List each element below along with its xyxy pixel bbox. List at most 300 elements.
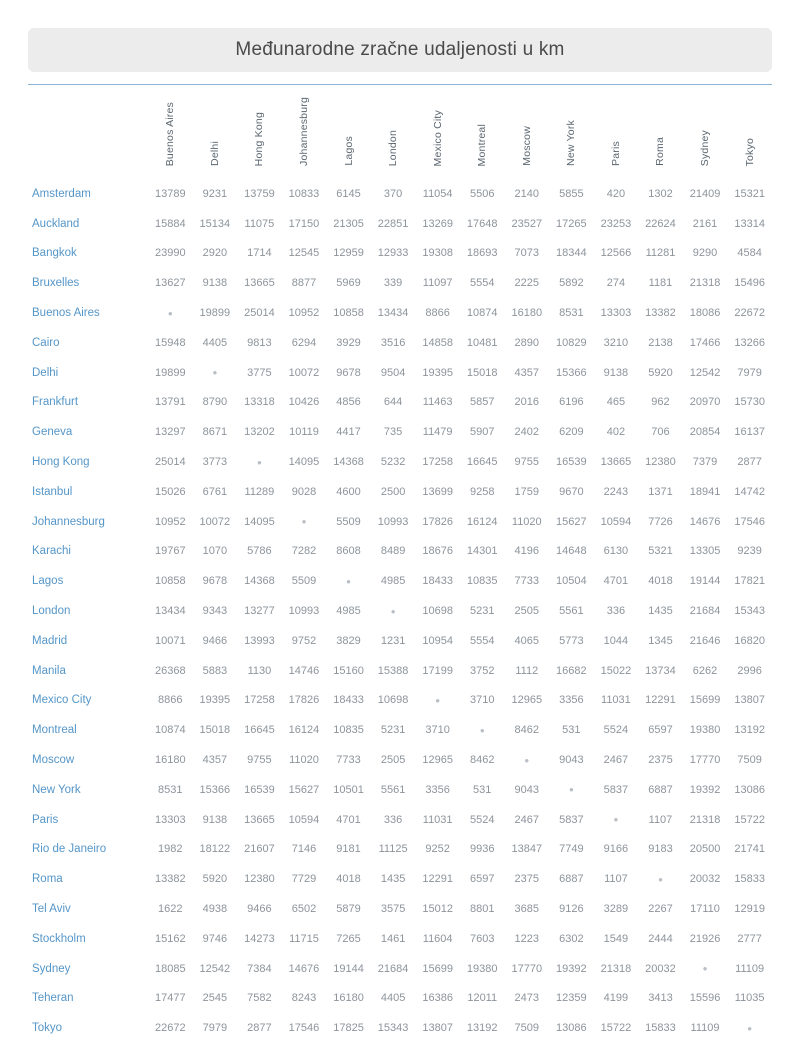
distance-cell: 18344 (556, 247, 587, 260)
distance-cell: 17648 (466, 217, 498, 230)
distance-cell: 13847 (511, 843, 543, 856)
distance-cell: 8243 (291, 992, 317, 1005)
page-title: Međunarodne zračne udaljenosti u km (235, 39, 565, 60)
distance-cell: 2920 (202, 247, 228, 260)
distance-cell: 11020 (289, 754, 319, 767)
row-header-tel-aviv: Tel Aviv (32, 903, 71, 916)
distance-cell: 14742 (734, 485, 765, 498)
row-header-moscow: Moscow (32, 754, 75, 767)
distance-cell: 21318 (600, 962, 632, 975)
row-header-paris: Paris (32, 813, 59, 826)
distance-cell: 5907 (469, 426, 495, 439)
distance-cell: 2777 (737, 932, 762, 945)
distance-cell: 10858 (154, 575, 186, 588)
distance-cell: 23527 (511, 217, 543, 230)
distance-cell: 4357 (202, 754, 228, 767)
distance-cell: 7733 (514, 575, 540, 588)
distance-cell: 4938 (202, 903, 228, 916)
distance-cell: 25014 (244, 307, 275, 320)
distance-cell: 13305 (689, 545, 721, 558)
distance-cell: 6130 (603, 545, 629, 558)
distance-cell: 15496 (734, 277, 765, 290)
distance-cell: 14676 (288, 962, 320, 975)
distance-cell: 10698 (422, 605, 453, 618)
distance-cell: 12380 (244, 873, 275, 886)
distance-cell: 5561 (559, 605, 584, 618)
distance-cell: 336 (383, 813, 403, 826)
distance-cell: 12011 (467, 992, 498, 1005)
column-header (148, 85, 193, 179)
distance-cell: 13807 (734, 694, 765, 707)
distance-cell: 9043 (559, 754, 584, 767)
distance-cell: 16386 (422, 992, 453, 1005)
distance-cell: 2138 (648, 336, 673, 349)
column-header-label: Lagos (342, 136, 355, 166)
distance-cell: 6597 (648, 724, 673, 737)
distance-cell: 15388 (377, 664, 409, 677)
distance-cell: 7509 (737, 754, 762, 767)
diagonal-cell: • (658, 871, 663, 887)
distance-cell: 6294 (291, 336, 317, 349)
distance-cell: 15343 (377, 1022, 409, 1035)
row-header-manila: Manila (32, 664, 66, 677)
distance-cell: 21684 (377, 962, 409, 975)
distance-cell: 7729 (291, 873, 317, 886)
distance-cell: 5231 (469, 605, 495, 618)
distance-cell: 4357 (514, 366, 540, 379)
distance-cell: 15627 (288, 783, 320, 796)
row-header-amsterdam: Amsterdam (32, 187, 91, 200)
distance-cell: 5920 (202, 873, 228, 886)
table-row (28, 775, 772, 805)
distance-cell: 1435 (648, 605, 673, 618)
distance-cell: 13314 (734, 217, 765, 230)
distance-cell: 13734 (645, 664, 676, 677)
distance-cell: 5857 (469, 396, 495, 409)
distance-cell: 10426 (288, 396, 320, 409)
column-header-label: Moscow (520, 126, 533, 166)
distance-cell: 2161 (692, 217, 718, 230)
distance-cell: 13434 (377, 307, 409, 320)
diagonal-cell: • (212, 365, 218, 381)
row-header-bruxelles: Bruxelles (32, 277, 80, 290)
distance-cell: 23253 (600, 217, 632, 230)
table-row (28, 507, 772, 537)
distance-cell: 16645 (466, 456, 498, 469)
column-header (193, 85, 238, 179)
distance-cell: 10993 (288, 605, 320, 618)
column-header (237, 85, 282, 179)
distance-cell: 19395 (422, 366, 453, 379)
distance-cell: 3773 (202, 456, 228, 469)
distance-cell: 13665 (244, 813, 275, 826)
distance-cell: 25014 (154, 456, 186, 469)
distance-cell: 12542 (199, 962, 231, 975)
distance-cell: 6145 (336, 187, 361, 200)
distance-cell: 12965 (511, 694, 543, 707)
distance-cell: 9504 (380, 366, 406, 379)
distance-cell: 3685 (514, 903, 540, 916)
distance-cell: 14648 (556, 545, 587, 558)
distance-cell: 465 (606, 396, 626, 409)
row-header-roma: Roma (32, 873, 63, 886)
distance-cell: 14095 (288, 456, 320, 469)
distance-cell: 531 (473, 783, 492, 796)
distance-cell: 15343 (734, 605, 765, 618)
diagonal-cell: • (168, 305, 173, 321)
distance-cell: 5524 (469, 813, 495, 826)
distance-cell: 5524 (603, 724, 629, 737)
distance-cell: 7979 (737, 366, 762, 379)
distance-cell: 19899 (199, 307, 231, 320)
distance-cell: 18086 (689, 307, 721, 320)
distance-cell: 21409 (689, 187, 721, 200)
distance-cell: 3575 (380, 903, 406, 916)
distance-cell: 2473 (514, 992, 540, 1005)
distance-cell: 2140 (514, 187, 540, 200)
distance-cell: 3356 (559, 694, 584, 707)
distance-cell: 20032 (645, 962, 676, 975)
distance-cell: 13627 (154, 277, 186, 290)
distance-cell: 8877 (291, 277, 317, 290)
distance-cell: 5554 (469, 634, 495, 647)
distance-cell: 17770 (511, 962, 543, 975)
distance-cell: 10481 (466, 336, 498, 349)
distance-cell: 16180 (154, 754, 186, 767)
distance-cell: 7582 (247, 992, 272, 1005)
distance-cell: 5892 (559, 277, 584, 290)
distance-cell: 14368 (333, 456, 364, 469)
distance-cell: 7265 (336, 932, 361, 945)
table-body (28, 179, 772, 1043)
distance-cell: 7733 (336, 754, 361, 767)
distance-cell: 7603 (469, 932, 495, 945)
distance-cell: 7726 (648, 515, 673, 528)
distance-cell: 2890 (514, 336, 540, 349)
table-row (28, 298, 772, 328)
distance-cell: 2243 (603, 485, 629, 498)
table-row (28, 179, 772, 209)
distance-cell: 10952 (154, 515, 186, 528)
distance-cell: 13699 (422, 485, 453, 498)
distance-cell: 17826 (288, 694, 320, 707)
distance-cell: 15833 (645, 1022, 676, 1035)
distance-cell: 18676 (422, 545, 453, 558)
row-header-teheran: Teheran (32, 992, 74, 1005)
column-header-label: Mexico City (431, 109, 444, 166)
distance-cell: 5506 (469, 187, 495, 200)
distance-cell: 3710 (425, 724, 450, 737)
table-row (28, 328, 772, 358)
distance-cell: 11715 (289, 932, 319, 945)
distance-cell: 15699 (689, 694, 721, 707)
distance-cell: 11463 (422, 396, 453, 409)
table-row (28, 686, 772, 716)
distance-cell: 10833 (288, 187, 320, 200)
distance-cell: 8608 (336, 545, 361, 558)
distance-cell: 11125 (378, 843, 408, 856)
distance-cell: 13303 (600, 307, 632, 320)
distance-cell: 1130 (247, 664, 272, 677)
distance-cell: 4417 (336, 426, 361, 439)
distance-cell: 9239 (737, 545, 762, 558)
column-header (594, 85, 639, 179)
distance-cell: 13269 (422, 217, 453, 230)
distance-cell: 9670 (559, 485, 584, 498)
distance-cell: 9258 (469, 485, 495, 498)
diagonal-cell: • (479, 722, 485, 738)
distance-cell: 9752 (291, 634, 317, 647)
table-row (28, 715, 772, 745)
distance-cell: 19767 (154, 545, 186, 558)
distance-cell: 4985 (380, 575, 406, 588)
table-row (28, 239, 772, 269)
distance-cell: 9138 (202, 813, 228, 826)
distance-cell: 18433 (333, 694, 364, 707)
distance-cell: 23990 (154, 247, 186, 260)
table-row (28, 656, 772, 686)
distance-cell: 12566 (600, 247, 632, 260)
distance-cell: 10835 (333, 724, 364, 737)
distance-cell: 10874 (154, 724, 186, 737)
column-header-label: Hong Kong (253, 111, 266, 166)
distance-cell: 1345 (648, 634, 673, 647)
distance-cell: 13382 (154, 873, 186, 886)
distance-cell: 5509 (291, 575, 317, 588)
table-row (28, 596, 772, 626)
distance-cell: 13382 (645, 307, 676, 320)
distance-cell: 20032 (689, 873, 721, 886)
distance-cell: 1107 (604, 873, 628, 886)
distance-cell: 13789 (154, 187, 186, 200)
distance-cell: 10993 (377, 515, 409, 528)
distance-cell: 4065 (514, 634, 540, 647)
distance-cell: 1622 (158, 903, 183, 916)
table-row (28, 1013, 772, 1043)
distance-cell: 4018 (336, 873, 361, 886)
distance-cell: 13202 (244, 426, 275, 439)
distance-cell: 13297 (154, 426, 186, 439)
distance-cell: 9466 (247, 903, 272, 916)
distance-cell: 9936 (469, 843, 495, 856)
row-header-london: London (32, 605, 71, 618)
distance-cell: 11035 (734, 992, 765, 1005)
distance-cell: 420 (606, 187, 626, 200)
distance-cell: 1759 (514, 485, 540, 498)
distance-cell: 10698 (377, 694, 409, 707)
diagonal-cell: • (569, 782, 574, 798)
distance-cell: 7379 (692, 456, 718, 469)
distance-cell: 962 (651, 396, 670, 409)
distance-cell: 16124 (466, 515, 498, 528)
distance-cell: 9290 (692, 247, 718, 260)
table-header-row (28, 85, 772, 179)
distance-cell: 10119 (289, 426, 319, 439)
distance-cell: 12542 (689, 366, 721, 379)
column-header (282, 85, 327, 179)
distance-cell: 9466 (202, 634, 228, 647)
distance-cell: 10954 (422, 634, 453, 647)
distance-cell: 11020 (511, 515, 542, 528)
distance-cell: 1714 (247, 247, 272, 260)
distance-cell: 336 (606, 605, 626, 618)
distance-cell: 1461 (380, 932, 406, 945)
distance-cell: 17826 (422, 515, 453, 528)
distance-cell: 21926 (689, 932, 721, 945)
column-header-label: Johannesburg (297, 97, 310, 166)
distance-cell: 5786 (247, 545, 272, 558)
table-row (28, 209, 772, 239)
column-header-label: Sydney (699, 129, 712, 166)
distance-cell: 644 (383, 396, 403, 409)
distance-cell: 1107 (648, 813, 673, 826)
distance-cell: 2877 (247, 1022, 272, 1035)
distance-cell: 18433 (422, 575, 453, 588)
distance-cell: 7073 (514, 247, 540, 260)
distance-cell: 18122 (199, 843, 231, 856)
distance-cell: 8462 (469, 754, 495, 767)
distance-cell: 7282 (291, 545, 317, 558)
distance-cell: 12545 (288, 247, 320, 260)
distance-cell: 8531 (559, 307, 584, 320)
distance-cell: 7749 (559, 843, 584, 856)
distance-cell: 11031 (601, 694, 631, 707)
distance-cell: 11097 (422, 277, 453, 290)
distance-cell: 8801 (469, 903, 495, 916)
distance-cell: 15012 (422, 903, 453, 916)
distance-cell: 5554 (469, 277, 495, 290)
distance-cell: 1223 (514, 932, 540, 945)
row-header-geneva: Geneva (32, 426, 73, 439)
distance-cell: 5837 (603, 783, 629, 796)
distance-cell: 12291 (645, 694, 676, 707)
distance-cell: 12959 (333, 247, 364, 260)
distance-cell: 2375 (648, 754, 673, 767)
distance-cell: 11289 (244, 485, 275, 498)
distance-cell: 17150 (288, 217, 320, 230)
distance-cell: 15321 (734, 187, 765, 200)
distance-cell: 21646 (689, 634, 721, 647)
table-row (28, 954, 772, 984)
distance-cell: 5879 (336, 903, 361, 916)
distance-cell: 2545 (202, 992, 228, 1005)
table-row (28, 864, 772, 894)
distance-cell: 3710 (469, 694, 495, 707)
distance-cell: 9746 (202, 932, 228, 945)
distance-cell: 402 (606, 426, 626, 439)
distance-cell: 7979 (202, 1022, 228, 1035)
distance-cell: 12380 (645, 456, 676, 469)
distance-cell: 16539 (244, 783, 275, 796)
distance-cell: 3210 (603, 336, 629, 349)
distance-cell: 9138 (603, 366, 629, 379)
distance-cell: 15722 (734, 813, 765, 826)
table-row (28, 537, 772, 567)
distance-cell: 735 (383, 426, 403, 439)
table-row (28, 924, 772, 954)
distance-cell: 1982 (158, 843, 183, 856)
distance-cell: 4018 (648, 575, 673, 588)
distance-cell: 9755 (514, 456, 540, 469)
distance-cell: 22672 (734, 307, 765, 320)
table-header (28, 85, 772, 179)
table-row (28, 745, 772, 775)
distance-cell: 1231 (380, 634, 406, 647)
distance-cell: 9181 (336, 843, 361, 856)
distance-cell: 9138 (202, 277, 228, 290)
distance-cell: 14301 (466, 545, 498, 558)
table-row (28, 388, 772, 418)
column-header-label: Tokyo (743, 137, 756, 166)
row-header-frankfurt: Frankfurt (32, 396, 79, 409)
row-header-johannesburg: Johannesburg (32, 515, 105, 528)
distance-cell: 706 (651, 426, 670, 439)
table-row (28, 417, 772, 447)
distance-cell: 10858 (333, 307, 364, 320)
column-header-label: New York (565, 120, 578, 166)
distance-cell: 14858 (422, 336, 453, 349)
distance-cell: 15026 (154, 485, 186, 498)
distance-cell: 2877 (737, 456, 762, 469)
distance-cell: 5855 (559, 187, 584, 200)
column-header-label: Buenos Aires (164, 101, 177, 166)
distance-cell: 9755 (247, 754, 272, 767)
distance-cell: 13192 (734, 724, 765, 737)
distance-cell: 10594 (288, 813, 320, 826)
distance-cell: 2500 (380, 485, 406, 498)
distance-cell: 18693 (466, 247, 498, 260)
distance-cell: 14746 (288, 664, 320, 677)
distance-cell: 11054 (422, 187, 453, 200)
distance-cell: 9183 (648, 843, 673, 856)
distance-cell: 11075 (244, 217, 275, 230)
table-row (28, 805, 772, 835)
table-row (28, 447, 772, 477)
distance-cell: 2467 (603, 754, 629, 767)
distance-cell: 16820 (734, 634, 765, 647)
table-row (28, 835, 772, 865)
diagonal-cell: • (301, 514, 307, 530)
distance-cell: 1181 (648, 277, 673, 290)
distance-cell: 3356 (425, 783, 450, 796)
distance-cell: 339 (383, 277, 403, 290)
distance-cell: 4701 (336, 813, 361, 826)
diagonal-cell: • (346, 573, 351, 589)
distance-cell: 10835 (466, 575, 498, 588)
row-header-bangkok: Bangkok (32, 247, 77, 260)
distance-cell: 6209 (559, 426, 584, 439)
column-header (683, 85, 728, 179)
row-header-istanbul: Istanbul (32, 485, 73, 498)
distance-cell: 2225 (514, 277, 540, 290)
distance-cell: 21684 (689, 605, 721, 618)
distance-cell: 4701 (603, 575, 629, 588)
distance-cell: 9678 (336, 366, 361, 379)
distance-cell: 5321 (648, 545, 673, 558)
column-header-label: Roma (654, 137, 667, 166)
column-header (371, 85, 416, 179)
distance-cell: 9043 (514, 783, 540, 796)
distance-cell: 15366 (556, 366, 587, 379)
distance-cell: 15884 (154, 217, 186, 230)
distance-cell: 13434 (154, 605, 186, 618)
distance-cell: 2996 (737, 664, 762, 677)
row-header-auckland: Auckland (32, 217, 80, 230)
row-header-rio-de-janeiro: Rio de Janeiro (32, 843, 107, 856)
distance-cell: 9166 (603, 843, 629, 856)
distance-cell: 3752 (469, 664, 495, 677)
distance-cell: 11479 (422, 426, 453, 439)
